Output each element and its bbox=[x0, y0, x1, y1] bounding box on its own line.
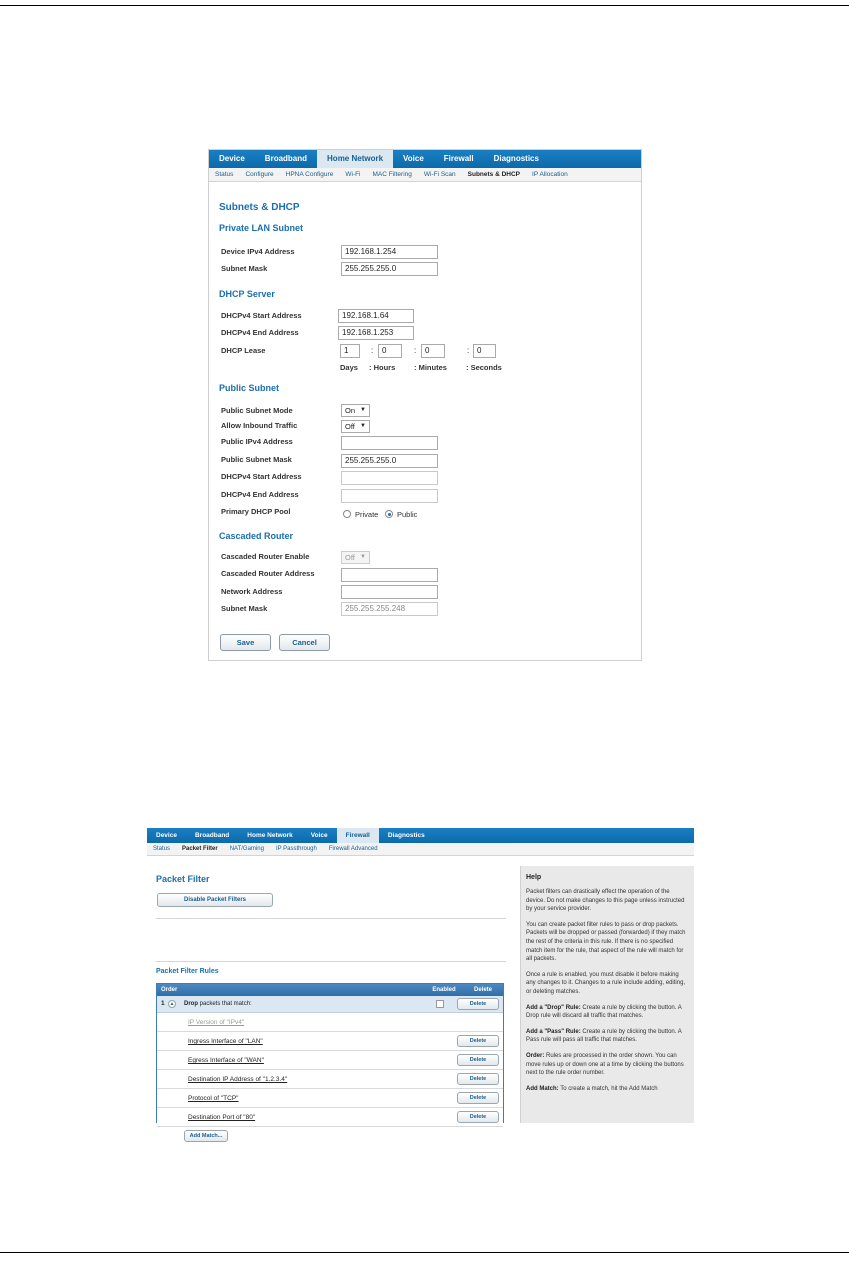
help-paragraph: You can create packet filter rules to pass or drop packets. Packets will be dropped or passed (forwarded) if they match the rest of the criteria in this rule. If there is no specified match item for the rule, that aspect of the rule will match for all packets. bbox=[526, 921, 686, 963]
main-content bbox=[147, 866, 512, 1139]
lease-colon: : bbox=[467, 346, 470, 355]
public-subnet-mode-select[interactable] bbox=[341, 404, 370, 417]
packet-filter-screenshot bbox=[147, 828, 694, 1139]
rule-enabled-checkbox[interactable] bbox=[436, 1000, 444, 1008]
match-row bbox=[157, 1051, 503, 1070]
lease-colon: : bbox=[414, 346, 417, 355]
match-link[interactable]: Destination Port of "80" bbox=[188, 1114, 256, 1121]
chevron-down-icon: ▼ bbox=[360, 554, 366, 560]
lease-hours-input[interactable]: 0 bbox=[378, 344, 402, 358]
subnet-mask-label: Subnet Mask bbox=[221, 264, 268, 273]
sub-tab-mac-filtering[interactable]: MAC Filtering bbox=[372, 171, 412, 178]
public-dhcp-end-label: DHCPv4 End Address bbox=[221, 490, 299, 499]
lease-minutes-input[interactable]: 0 bbox=[421, 344, 445, 358]
rule-description bbox=[184, 1001, 252, 1007]
rule-description-rest: packets that match: bbox=[198, 1000, 252, 1007]
main-nav bbox=[209, 150, 641, 168]
help-paragraph: Packet filters can drastically effect the operation of the device. Do not make changes to this page unless instructed by your service provider. bbox=[526, 889, 685, 913]
help-paragraph bbox=[526, 1028, 689, 1045]
match-row bbox=[157, 1032, 503, 1051]
order-header: Order bbox=[161, 987, 178, 993]
pool-public-radio[interactable] bbox=[385, 510, 393, 518]
lease-days-input[interactable]: 1 bbox=[340, 344, 360, 358]
allow-inbound-label: Allow Inbound Traffic bbox=[221, 421, 298, 430]
dhcp-end-label: DHCPv4 End Address bbox=[221, 328, 299, 337]
public-mask-input[interactable]: 255.255.255.0 bbox=[341, 454, 438, 468]
dhcp-start-input[interactable]: 192.168.1.64 bbox=[338, 309, 414, 323]
select-value: On bbox=[345, 406, 356, 415]
pool-private-label: Private bbox=[355, 510, 379, 519]
divider bbox=[156, 961, 506, 962]
rules-table bbox=[156, 983, 504, 1139]
page-bottom-rule bbox=[0, 1252, 849, 1253]
save-button[interactable]: Save bbox=[220, 634, 271, 651]
help-term: Add a "Pass" Rule: bbox=[526, 1028, 581, 1035]
lease-seconds-input[interactable]: 0 bbox=[473, 344, 496, 358]
help-paragraph: Once a rule is enabled, you must disable it before making any changes to it. Changes to a rule include adding, editing, or deleting matches. bbox=[526, 971, 686, 995]
cascaded-router-heading: Cascaded Router bbox=[219, 531, 294, 541]
match-link[interactable]: Destination IP Address of "1.2.3.4" bbox=[188, 1076, 288, 1083]
disable-packet-filters-button[interactable]: Disable Packet Filters bbox=[157, 893, 273, 907]
private-lan-heading: Private LAN Subnet bbox=[219, 223, 304, 233]
divider bbox=[156, 918, 506, 919]
pool-private-radio[interactable] bbox=[343, 510, 351, 518]
cascaded-enable-label: Cascaded Router Enable bbox=[221, 552, 310, 561]
match-link[interactable]: Egress Interface of "WAN" bbox=[188, 1057, 264, 1064]
dhcp-end-input[interactable]: 192.168.1.253 bbox=[338, 326, 414, 340]
nav-tab-broadband[interactable]: Broadband bbox=[194, 832, 230, 839]
nav-tab-broadband[interactable]: Broadband bbox=[264, 154, 308, 163]
help-text: Create a rule by clicking the button. A Pass rule will pass all traffic that matches. bbox=[526, 1028, 682, 1044]
public-dhcp-start-input[interactable] bbox=[341, 471, 438, 485]
match-delete-button[interactable]: Delete bbox=[457, 1092, 499, 1104]
sub-nav bbox=[209, 168, 641, 182]
public-subnet-mode-label: Public Subnet Mode bbox=[221, 406, 293, 415]
nav-tab-device[interactable]: Device bbox=[219, 154, 245, 163]
device-ipv4-input[interactable]: 192.168.1.254 bbox=[341, 245, 438, 259]
help-paragraph bbox=[526, 1004, 689, 1021]
lease-hours-caption: : Hours bbox=[369, 363, 396, 372]
match-link[interactable]: Protocol of "TCP" bbox=[188, 1095, 239, 1102]
rule-delete-button[interactable]: Delete bbox=[457, 998, 499, 1010]
rule-action: Drop bbox=[184, 1000, 198, 1007]
sub-tab-status[interactable]: Status bbox=[153, 846, 171, 852]
nav-tab-firewall[interactable]: Firewall bbox=[443, 154, 474, 163]
add-match-row bbox=[157, 1127, 503, 1146]
help-text: Create a rule by clicking the button. A Drop rule will discard all traffic that matches. bbox=[526, 1004, 682, 1020]
dhcp-start-label: DHCPv4 Start Address bbox=[221, 311, 302, 320]
rule-row bbox=[157, 996, 503, 1013]
help-panel bbox=[520, 866, 694, 1123]
help-term: Add Match: bbox=[526, 1085, 559, 1092]
page-top-rule bbox=[0, 5, 849, 6]
dhcp-lease-label: DHCP Lease bbox=[221, 346, 266, 355]
main-nav bbox=[147, 828, 694, 843]
sub-tab-ip-passthrough[interactable]: IP Passthrough bbox=[275, 846, 317, 852]
nav-tab-firewall[interactable]: Firewall bbox=[337, 828, 379, 843]
select-value: Off bbox=[345, 422, 355, 431]
nav-tab-voice[interactable]: Voice bbox=[310, 832, 328, 839]
sub-tab-configure[interactable]: Configure bbox=[245, 171, 274, 178]
help-title: Help bbox=[526, 874, 542, 881]
public-subnet-heading: Public Subnet bbox=[219, 383, 280, 393]
nav-tab-home-network[interactable]: Home Network bbox=[317, 150, 393, 168]
cascaded-mask-label: Subnet Mask bbox=[221, 604, 268, 613]
sub-tab-subnets-dhcp[interactable]: Subnets & DHCP bbox=[467, 171, 521, 178]
packet-filter-rules-title: Packet Filter Rules bbox=[156, 968, 219, 975]
public-mask-label: Public Subnet Mask bbox=[221, 455, 292, 464]
nav-tab-voice[interactable]: Voice bbox=[403, 154, 424, 163]
help-term: Add a "Drop" Rule: bbox=[526, 1004, 581, 1011]
sub-tab-packet-filter[interactable]: Packet Filter bbox=[182, 846, 218, 852]
lease-colon: : bbox=[371, 346, 374, 355]
move-up-icon[interactable]: ▲ bbox=[169, 1001, 175, 1007]
sub-tab-wi-fi-scan[interactable]: Wi-Fi Scan bbox=[423, 171, 456, 178]
network-address-input[interactable] bbox=[341, 585, 438, 599]
public-dhcp-end-input[interactable] bbox=[341, 489, 438, 503]
sub-tab-wi-fi[interactable]: Wi-Fi bbox=[345, 171, 361, 178]
match-delete-button[interactable]: Delete bbox=[457, 1111, 499, 1123]
page-title: Subnets & DHCP bbox=[219, 202, 300, 213]
lease-days-caption: Days bbox=[340, 363, 358, 372]
help-text: Rules are processed in the order shown. You can move rules up or down one at a time by clicking the buttons next to the rule order number. bbox=[526, 1052, 684, 1077]
public-ipv4-label: Public IPv4 Address bbox=[221, 437, 293, 446]
subnet-mask-input[interactable]: 255.255.255.0 bbox=[341, 262, 438, 276]
match-row bbox=[157, 1070, 503, 1089]
match-list bbox=[157, 1013, 503, 1127]
help-text: To create a match, hit the Add Match bbox=[558, 1085, 658, 1092]
nav-tab-home-network[interactable]: Home Network bbox=[247, 832, 293, 839]
sub-tab-firewall-advanced[interactable]: Firewall Advanced bbox=[328, 846, 378, 852]
match-link[interactable]: Ingress Interface of "LAN" bbox=[188, 1038, 263, 1045]
help-paragraph bbox=[526, 1085, 689, 1094]
pool-public-label: Public bbox=[397, 510, 418, 519]
sub-tab-nat-gaming[interactable]: NAT/Gaming bbox=[229, 846, 264, 852]
help-term: Order: bbox=[526, 1052, 545, 1059]
match-row bbox=[157, 1013, 503, 1032]
nav-tab-diagnostics[interactable]: Diagnostics bbox=[387, 832, 425, 839]
enabled-header: Enabled bbox=[432, 987, 456, 993]
match-row bbox=[157, 1089, 503, 1108]
sub-tab-status[interactable]: Status bbox=[215, 171, 234, 178]
sub-nav bbox=[147, 843, 694, 856]
nav-tab-device[interactable]: Device bbox=[156, 832, 177, 839]
nav-tab-diagnostics[interactable]: Diagnostics bbox=[493, 154, 539, 163]
match-delete-button[interactable]: Delete bbox=[457, 1073, 499, 1085]
lease-seconds-caption: : Seconds bbox=[466, 363, 502, 372]
sub-tab-ip-allocation[interactable]: IP Allocation bbox=[532, 171, 568, 178]
match-delete-button[interactable]: Delete bbox=[457, 1035, 499, 1047]
device-ipv4-label: Device IPv4 Address bbox=[221, 247, 295, 256]
cancel-button[interactable]: Cancel bbox=[279, 634, 330, 651]
chevron-down-icon: ▼ bbox=[360, 407, 366, 413]
cascaded-address-input[interactable] bbox=[341, 568, 438, 582]
sub-tab-hpna-configure[interactable]: HPNA Configure bbox=[285, 171, 334, 178]
dhcp-server-heading: DHCP Server bbox=[219, 289, 275, 299]
rule-number: 1 bbox=[161, 1000, 165, 1007]
help-paragraph bbox=[526, 1052, 689, 1078]
public-dhcp-start-label: DHCPv4 Start Address bbox=[221, 472, 302, 481]
match-row bbox=[157, 1108, 503, 1127]
select-value: Off bbox=[345, 553, 355, 562]
cascaded-enable-select[interactable] bbox=[341, 551, 370, 564]
allow-inbound-select[interactable] bbox=[341, 420, 370, 433]
primary-pool-label: Primary DHCP Pool bbox=[221, 507, 291, 516]
public-ipv4-input[interactable] bbox=[341, 436, 438, 450]
cascaded-address-label: Cascaded Router Address bbox=[221, 569, 315, 578]
rules-table-header bbox=[157, 984, 503, 996]
subnets-dhcp-screenshot bbox=[208, 149, 642, 661]
match-link[interactable]: IP Version of "IPv4" bbox=[188, 1019, 245, 1026]
network-address-label: Network Address bbox=[221, 587, 283, 596]
lease-minutes-caption: : Minutes bbox=[414, 363, 447, 372]
add-match-button[interactable]: Add Match... bbox=[184, 1130, 228, 1142]
cascaded-mask-input[interactable]: 255.255.255.248 bbox=[341, 602, 438, 616]
match-delete-button[interactable]: Delete bbox=[457, 1054, 499, 1066]
delete-header: Delete bbox=[473, 987, 492, 993]
page-title: Packet Filter bbox=[156, 874, 210, 884]
chevron-down-icon: ▼ bbox=[360, 423, 366, 429]
